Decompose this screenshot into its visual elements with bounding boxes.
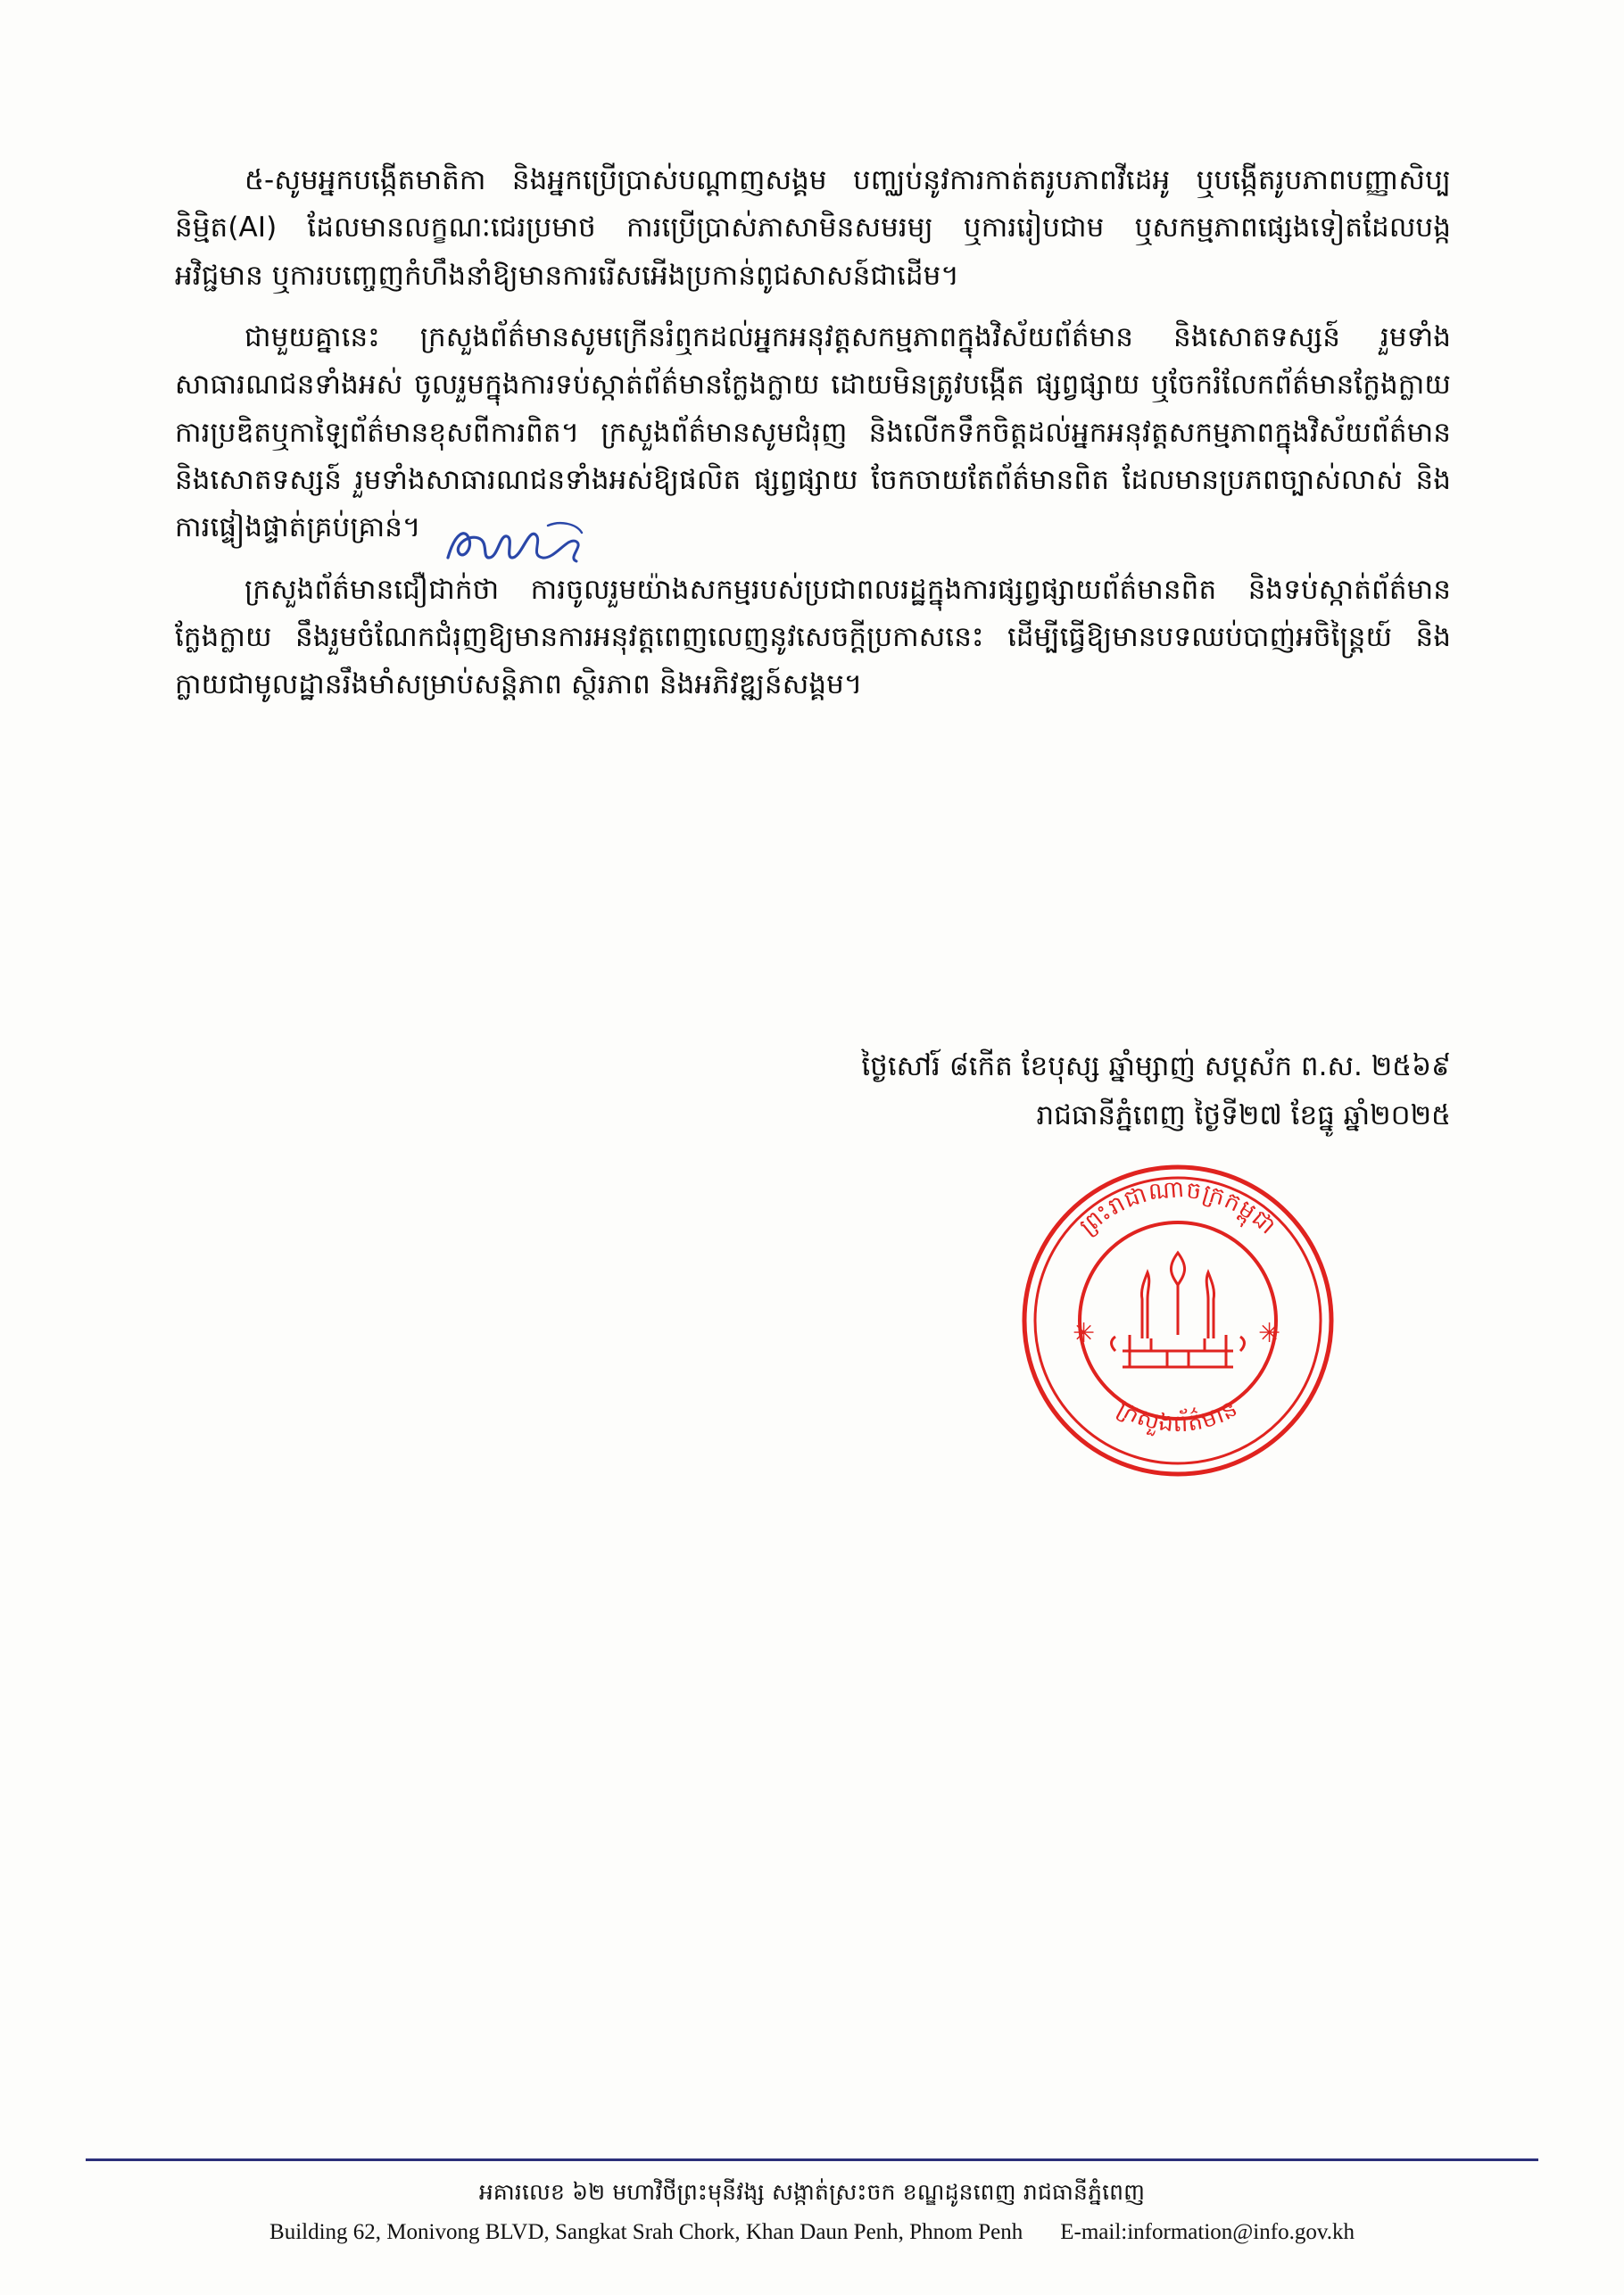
page-footer xyxy=(0,2179,1624,2245)
paragraph-closing: ក្រសួងព័ត៌មានជឿជាក់ថា ការចូលរួមយ៉ាងសកម្មរបស់ប្រជាពលរដ្ឋក្នុងការផ្សព្វផ្សាយព័ត៌មានពិត និងទប់ស្កាត់ព័ត៌មានក្លែងក្លាយ នឹងរួមចំណែកជំរុញឱ្យមានការអនុវត្តពេញលេញនូវសេចក្ដីប្រកាសនេះ ដើម្បីធ្វើឱ្យមានបទឈប់បាញ់អចិន្ត្រៃយ៍ និងក្លាយជាមូលដ្ឋានរឹងមាំសម្រាប់សន្តិភាព ស្ថិរភាព និងអភិវឌ្ឍន៍សង្គម។ xyxy=(175,573,1451,701)
footer-email: E-mail:information@info.gov.kh xyxy=(1060,2220,1355,2244)
date-line-gregorian: រាជធានីភ្នំពេញ ថ្ងៃទី២៧ ខែធ្នូ ឆ្នាំ២០២៥ xyxy=(1036,1099,1451,1132)
date-block xyxy=(175,1042,1451,1140)
footer-address-english xyxy=(0,2220,1624,2245)
svg-text:ព្រះរាជាណាចក្រកម្ពុជា: ព្រះរាជាណាចក្រកម្ពុជា xyxy=(1074,1175,1281,1241)
paragraph-5: ៥-សូមអ្នកបង្កើតមាតិកា និងអ្នកប្រើប្រាស់បណ្ដាញសង្គម បញ្ឈប់នូវការកាត់តរូបភាពវីដេអូ ឬបង្កើតរូបភាពបញ្ញាសិប្បនិម្មិត(AI) ដែលមានលក្ខណៈជេរប្រមាថ ការប្រើប្រាស់ភាសាមិនសមរម្យ ឬការរៀបជាម ឬសកម្មភាពផ្សេងទៀតដែលបង្កអវិជ្ជមាន ឬការបញ្ចេញកំហឹងនាំឱ្យមានការរើសអើងប្រកាន់ពូជសាសន៍ជាដើម។ xyxy=(175,164,1451,292)
footer-address-khmer: អគារលេខ ៦២ មហាវិថីព្រះមុនីវង្ស សង្កាត់ស្រះចក ខណ្ឌដូនពេញ រាជធានីភ្នំពេញ xyxy=(478,2179,1146,2205)
svg-text:✳: ✳ xyxy=(1258,1318,1281,1349)
closing-block xyxy=(175,567,1451,709)
paragraph-appeal: ជាមួយគ្នានេះ ក្រសួងព័ត៌មានសូមក្រើនរំឮកដល់អ្នកអនុវត្តសកម្មភាពក្នុងវិស័យព័ត៌មាន និងសោតទស្សន៍ រួមទាំងសាធារណជនទាំងអស់ ចូលរួមក្នុងការទប់ស្កាត់ព័ត៌មានក្លែងក្លាយ ដោយមិនត្រូវបង្កើត ផ្សព្វផ្សាយ ឬចែករំលែកព័ត៌មានក្លែងក្លាយ ការប្រឌិតឬកាឡៃព័ត៌មានខុសពីការពិត។ ក្រសួងព័ត៌មានសូមជំរុញ និងលើកទឹកចិត្តដល់អ្នកអនុវត្តសកម្មភាពក្នុងវិស័យព័ត៌មាននិងសោតទស្សន៍ រួមទាំងសាធារណជនទាំងអស់ឱ្យផលិត ផ្សព្វផ្សាយ ចែកចាយតែព័ត៌មានពិត ដែលមានប្រភពច្បាស់លាស់ និងការផ្ទៀងផ្ទាត់គ្រប់គ្រាន់។ xyxy=(175,320,1451,544)
date-line-khmer-calendar: ថ្ងៃសៅរ៍ ៨កើត ខែបុស្ស ឆ្នាំម្សាញ់ សប្ដស័ក ព.ស. ២៥៦៩ xyxy=(861,1050,1451,1082)
svg-text:✳: ✳ xyxy=(1073,1318,1096,1349)
footer-divider xyxy=(86,2158,1538,2161)
document-body xyxy=(175,157,1451,714)
svg-text:ក្រសួងព័ត៌មាន: ក្រសួងព័ត៌មាន xyxy=(1113,1395,1243,1438)
official-stamp-icon xyxy=(1017,1160,1338,1481)
footer-address-line: Building 62, Monivong BLVD, Sangkat Srah Chork, Khan Daun Penh, Phnom Penh xyxy=(269,2220,1023,2244)
